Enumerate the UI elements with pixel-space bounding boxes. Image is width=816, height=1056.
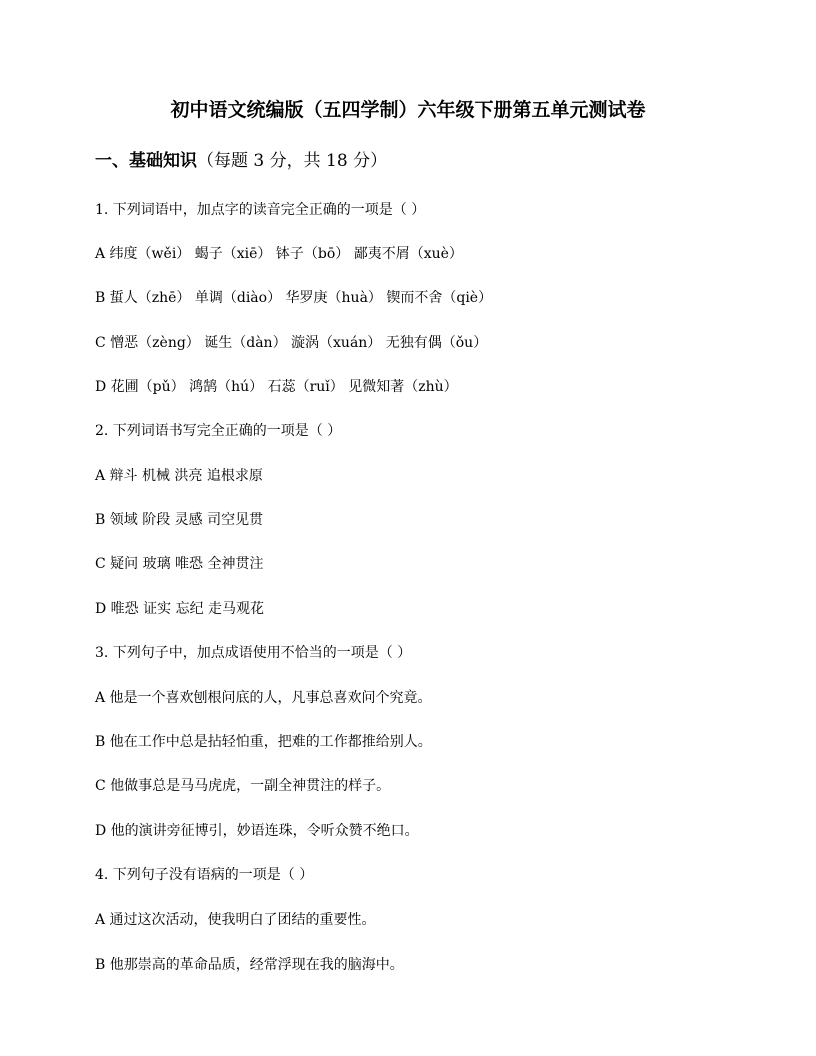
question-1-stem: 1. 下列词语中，加点字的读音完全正确的一项是（ ） <box>95 202 426 218</box>
question-3-option-a: A 他是一个喜欢刨根问底的人，凡事总喜欢问个究竟。 <box>95 690 432 706</box>
question-4-option-b: B 他那崇高的革命品质，经常浮现在我的脑海中。 <box>95 957 404 973</box>
question-4-option-a: A 通过这次活动，使我明白了团结的重要性。 <box>95 912 376 928</box>
question-3-option-b: B 他在工作中总是拈轻怕重，把难的工作都推给别人。 <box>95 734 432 750</box>
question-3-option-d: D 他的演讲旁征博引，妙语连珠，令听众赞不绝口。 <box>95 823 419 839</box>
question-4-stem: 4. 下列句子没有语病的一项是（ ） <box>95 867 314 883</box>
question-2-option-b: B 领域 阶段 灵感 司空见贯 <box>95 512 264 528</box>
question-3-option-c: C 他做事总是马马虎虎，一副全神贯注的样子。 <box>95 778 391 794</box>
question-2-stem: 2. 下列词语书写完全正确的一项是（ ） <box>95 423 342 439</box>
question-1-option-c: C 憎恶（zèng） 诞生（dàn） 漩涡（xuán） 无独有偶（ǒu） <box>95 335 488 351</box>
question-2-option-a: A 辩斗 机械 洪亮 追根求原 <box>95 468 263 484</box>
page-title: 初中语文统编版（五四学制）六年级下册第五单元测试卷 <box>170 99 646 121</box>
section-heading <box>95 148 387 174</box>
question-2-option-c: C 疑问 玻璃 唯恐 全神贯注 <box>95 556 264 572</box>
question-2-option-d: D 唯恐 证实 忘纪 走马观花 <box>95 601 265 617</box>
section-heading-label: 一、基础知识 <box>95 151 197 171</box>
question-1-option-d: D 花圃（pǔ） 鸿鹄（hú） 石蕊（ruǐ） 见微知著（zhù） <box>95 379 458 395</box>
question-1-option-a: A 纬度（wěi） 蝎子（xiē） 钵子（bō） 鄙夷不屑（xuè） <box>95 246 463 262</box>
section-heading-note: （每题 3 分，共 18 分） <box>197 151 388 171</box>
question-3-stem: 3. 下列句子中，加点成语使用不恰当的一项是（ ） <box>95 645 412 661</box>
question-1-option-b: B 蜇人（zhē） 单调（diào） 华罗庚（huà） 锲而不舍（qiè） <box>95 290 493 306</box>
